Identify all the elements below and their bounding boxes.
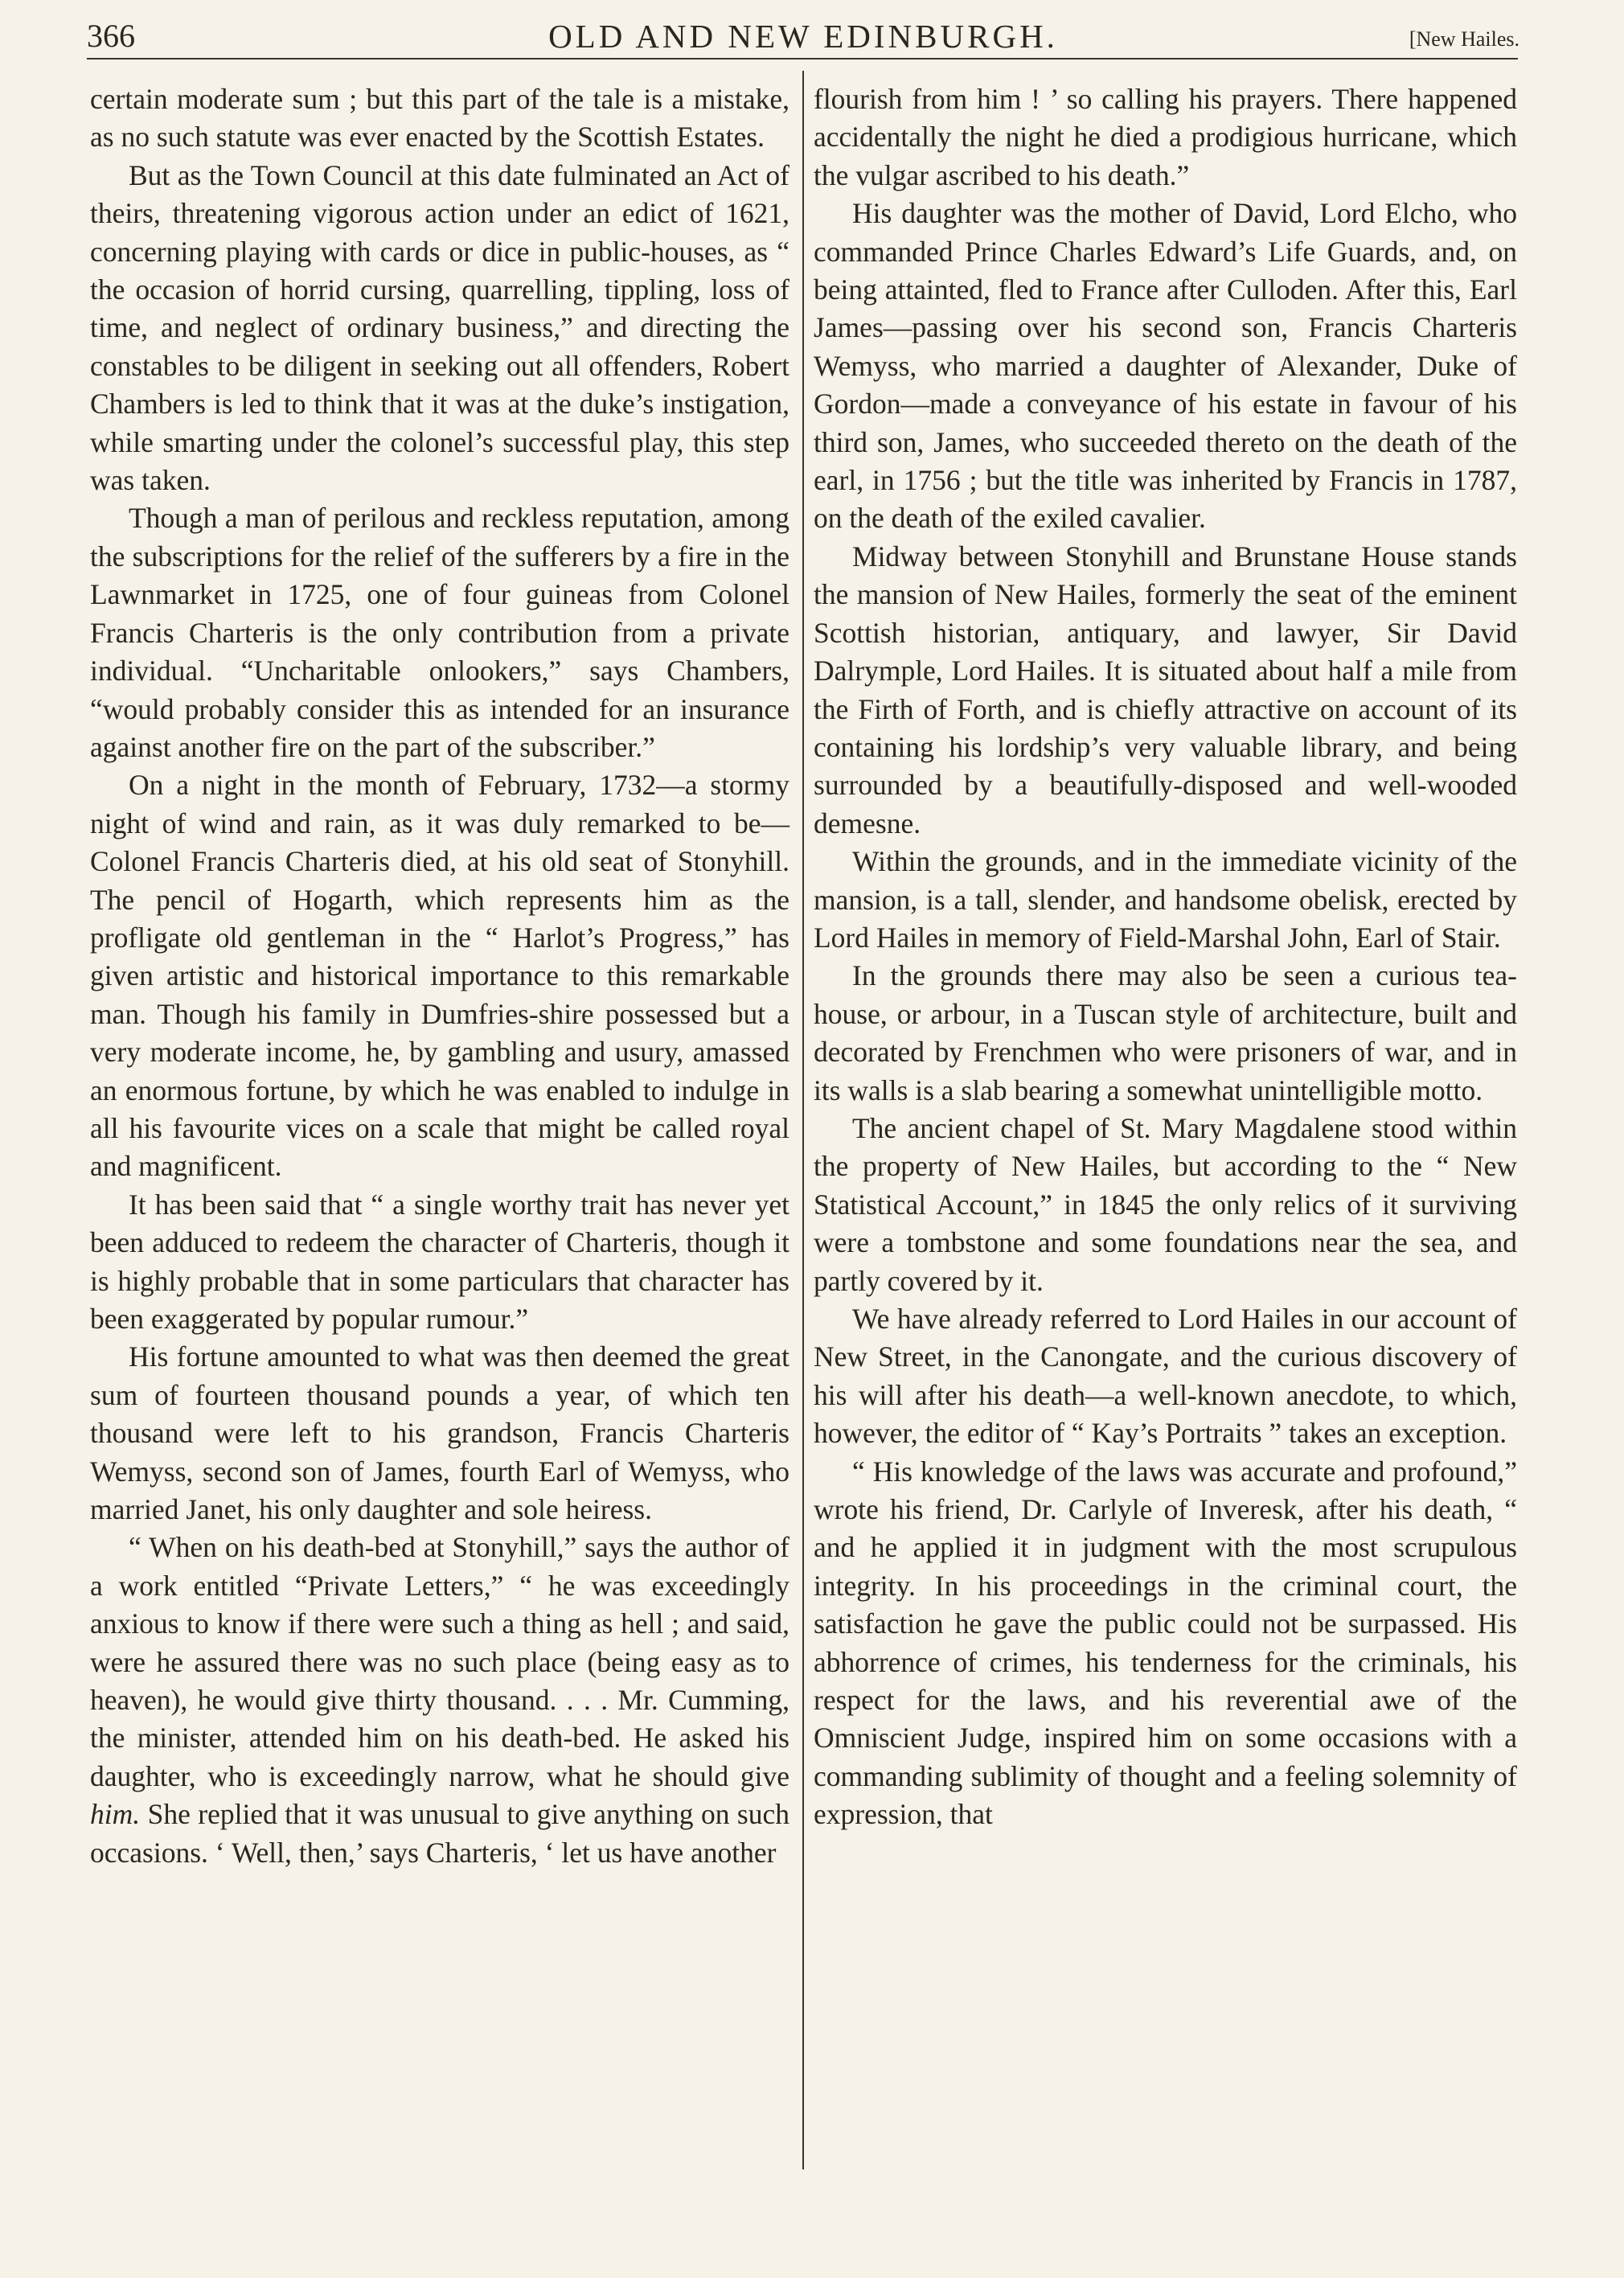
paragraph: We have already referred to Lord Hailes in our account of New Street, in the Canongate, and the curious discovery of his will after his death—a well-known anecdote, to which, however, the editor of “ Kay’s Portraits ” takes an exception. (814, 1303, 1517, 1450)
paragraph-text: She replied that it was unusual to give anything on such occasions. ‘ Well, then,’ says Charteris, ‘ let us have another (90, 1798, 789, 1869)
right-column (814, 80, 1517, 1834)
paragraph: Midway between Stonyhill and Brunstane House stands the mansion of New Hailes, formerly the seat of the eminent Scottish historian, antiquary, and lawyer, Sir David Dalrymple, Lord Hailes. It is situated about half a mile from the Firth of Forth, and is chiefly attractive on account of its containing his lordship’s very valuable library, and being surrounded by a beautifully-disposed and well-wooded demesne. (814, 540, 1517, 839)
book-title: OLD AND NEW EDINBURGH. (548, 18, 1058, 55)
paragraph: It has been said that “ a single worthy trait has never yet been adduced to redeem the character of Charteris, though it is highly probable that in some particulars that character has been exaggerated by popular rumour.” (90, 1188, 789, 1335)
paragraph: His daughter was the mother of David, Lord Elcho, who commanded Prince Charles Edward’s Life Guards, and, on being attainted, fled to France after Culloden. After this, Earl James—passing over his second son, Francis Charteris Wemyss, who married a daughter of Alexander, Duke of Gordon—made a conveyance of his estate in favour of his third son, James, who succeeded thereto on the death of the earl, in 1756 ; but the title was inherited by Francis in 1787, on the death of the exiled cavalier. (814, 197, 1517, 535)
paragraph: certain moderate sum ; but this part of the tale is a mistake, as no such statute was ever enacted by the Scottish Estates. (90, 83, 789, 154)
paragraph: But as the Town Council at this date fulminated an Act of theirs, threatening vigorous action under an edict of 1621, concerning playing with cards or dice in public-houses, as “ the occasion of horrid cursing, quarrelling, tippling, loss of time, and neglect of ordinary business,” and directing the constables to be diligent in seeking out all offenders, Robert Chambers is led to think that it was at the duke’s instigation, while smarting under the colonel’s successful play, this step was taken. (90, 158, 789, 497)
paragraph (90, 1529, 789, 1872)
paragraph: In the grounds there may also be seen a curious tea-house, or arbour, in a Tuscan style of architecture, built and decorated by Frenchmen who were prisoners of war, and in its walls is a slab bearing a somewhat unintelligible motto. (814, 959, 1517, 1106)
running-head (87, 16, 1519, 56)
column-divider (802, 71, 804, 2169)
section-label: [New Hailes. (1409, 27, 1519, 51)
paragraph: Though a man of perilous and reckless reputation, among the subscriptions for the relief of the sufferers by a fire in the Lawnmarket in 1725, one of four guineas from Colonel Francis Charteris is the only contribution from a private individual. “Uncharitable onlookers,” says Chambers, “would probably consider this as intended for an insurance against another fire on the part of the subscriber.” (90, 502, 789, 763)
left-column (90, 80, 789, 1872)
paragraph: Within the grounds, and in the immediate vicinity of the mansion, is a tall, slender, and handsome obelisk, erected by Lord Hailes in memory of Field-Marshal John, Earl of Stair. (814, 845, 1517, 954)
header-rule (87, 58, 1518, 60)
paragraph-text: “ When on his death-bed at Stonyhill,” says the author of a work entitled “Private Letters,” “ he was exceedingly anxious to know if there were such a thing as hell ; and said, were he assured there was no such place (being easy as to heaven), he would give thirty thousand. . . . Mr. Cumming, the minister, attended him on his death-bed. He asked his daughter, who is exceedingly narrow, what he should give (90, 1531, 789, 1792)
page-number: 366 (87, 18, 135, 54)
italic-emphasis: him. (90, 1798, 141, 1831)
paragraph: “ His knowledge of the laws was accurate and profound,” wrote his friend, Dr. Carlyle of Inveresk, after his death, “ and he applied it in judgment with the most scrupulous integrity. In his proceedings in the criminal court, the satisfaction he gave the public could not be surpassed. His abhorrence of crimes, his tenderness for the criminals, his respect for the laws, and his reverential awe of the Omniscient Judge, inspired him on some occasions with a commanding sublimity of thought and a feeling solemnity of expression, that (814, 1455, 1517, 1831)
paragraph: On a night in the month of February, 1732—a stormy night of wind and rain, as it was duly remarked to be—Colonel Francis Charteris died, at his old seat of Stonyhill. The pencil of Hogarth, which represents him as the profligate old gentleman in the “ Harlot’s Progress,” has given artistic and historical importance to this remarkable man. Though his family in Dumfries-shire possessed but a very moderate income, he, by gambling and usury, amassed an enormous fortune, by which he was enabled to indulge in all his favourite vices on a scale that might be called royal and magnificent. (90, 769, 789, 1183)
paragraph: The ancient chapel of St. Mary Magdalene stood within the property of New Hailes, but according to the “ New Statistical Account,” in 1845 the only relics of it surviving were a tombstone and some foundations near the sea, and partly covered by it. (814, 1111, 1517, 1297)
paragraph: flourish from him ! ’ so calling his prayers. There happened accidentally the night he died a prodigious hurricane, which the vulgar ascribed to his death.” (814, 83, 1517, 191)
paragraph: His fortune amounted to what was then deemed the great sum of fourteen thousand pounds a year, of which ten thousand were left to his grandson, Francis Charteris Wemyss, second son of James, fourth Earl of Wemyss, who married Janet, his only daughter and sole heiress. (90, 1340, 789, 1526)
